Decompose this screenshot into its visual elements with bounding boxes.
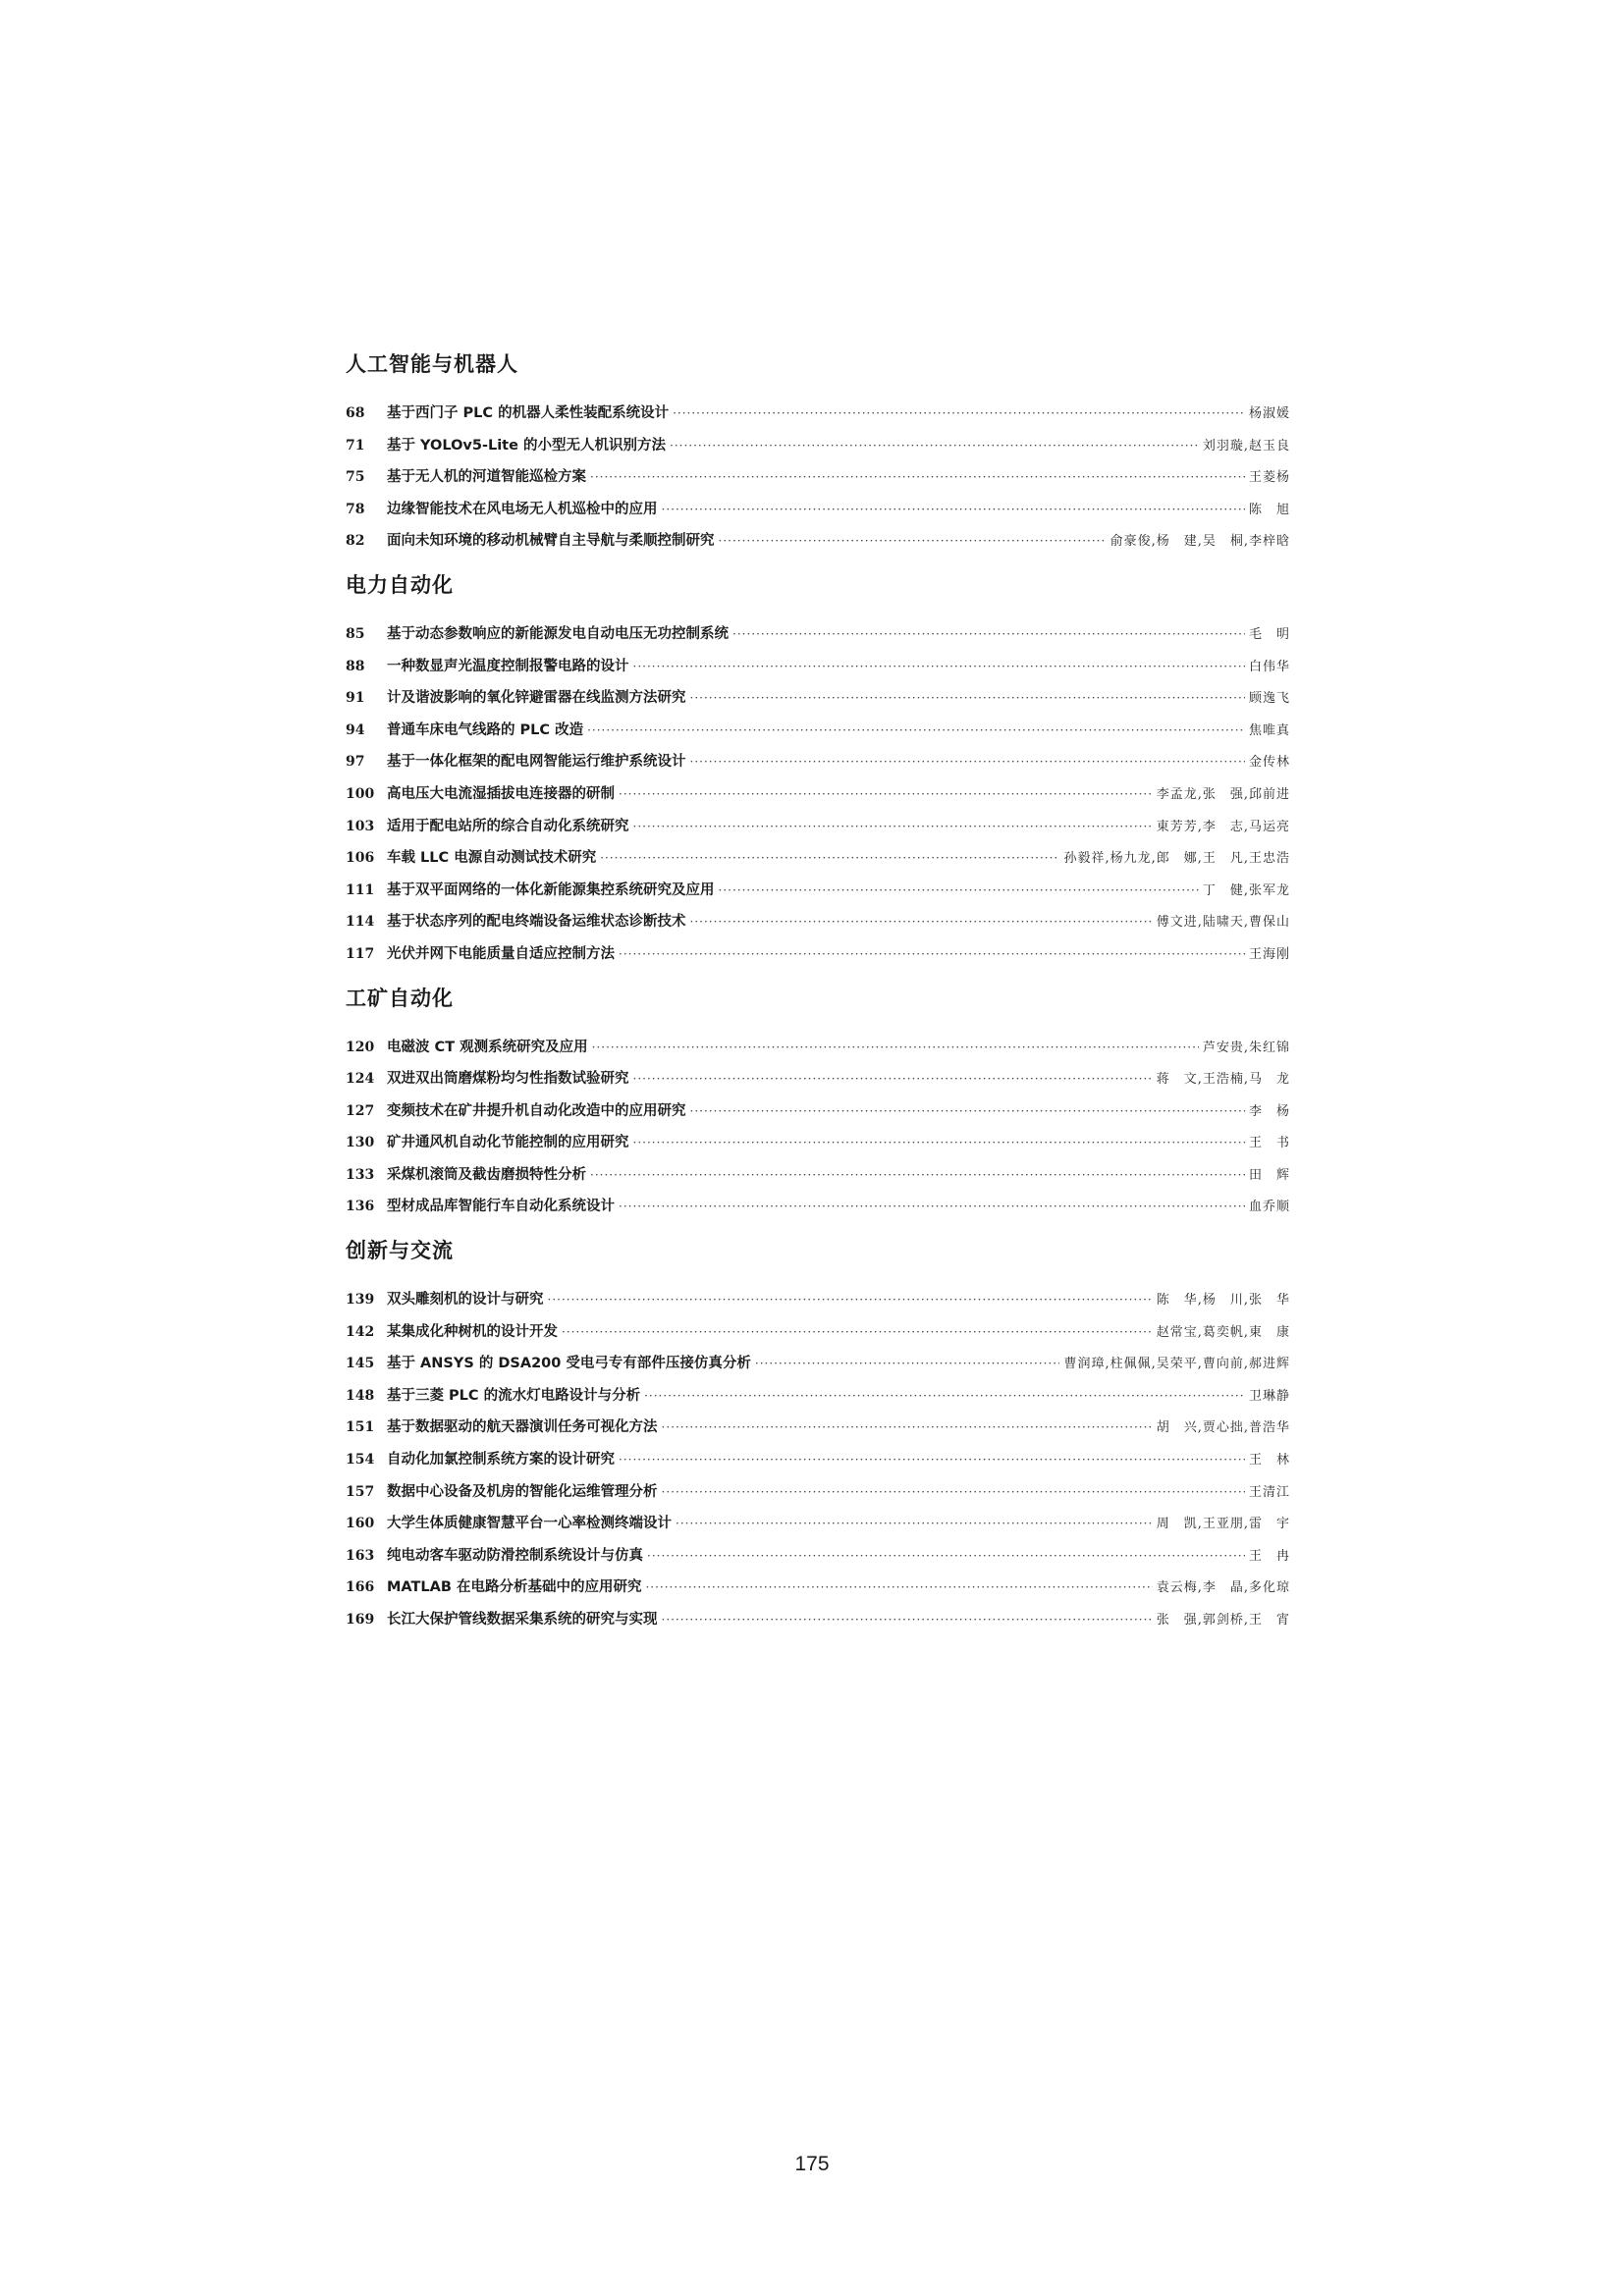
- entry-authors: 顾逸飞: [1248, 691, 1290, 707]
- toc-entry[interactable]: [346, 1127, 1290, 1159]
- dot-leader: [592, 1032, 1199, 1064]
- dot-leader: [645, 1572, 1152, 1604]
- entry-authors: 芦安贵,朱红锦: [1202, 1040, 1290, 1055]
- entry-title: 边缘智能技术在风电场无人机巡检中的应用: [387, 501, 658, 517]
- entry-title: 某集成化种树机的设计开发: [387, 1323, 558, 1340]
- dot-leader: [662, 1412, 1153, 1444]
- entry-title: 基于西门子 PLC 的机器人柔性装配系统设计: [387, 405, 670, 421]
- entry-authors: 李 杨: [1248, 1103, 1290, 1119]
- entry-title: 高电压大电流湿插拔电连接器的研制: [387, 785, 615, 802]
- entry-title: 基于数据驱动的航天器演训任务可视化方法: [387, 1419, 658, 1436]
- dot-leader: [690, 1095, 1245, 1128]
- entry-authors: 東芳芳,李 志,马运亮: [1156, 819, 1290, 834]
- entry-page-number: 88: [346, 658, 365, 674]
- entry-authors: 王清江: [1248, 1484, 1290, 1500]
- entry-page-number: 163: [346, 1547, 375, 1564]
- entry-page-number: 75: [346, 469, 365, 486]
- table-of-contents: [346, 347, 1290, 1636]
- entry-page-number: 160: [346, 1516, 375, 1532]
- entry-page-number: 142: [346, 1323, 375, 1340]
- entry-page-number: 148: [346, 1387, 375, 1404]
- entry-authors: 陈 旭: [1248, 502, 1290, 517]
- entry-page-number: 85: [346, 625, 365, 642]
- entry-authors: 陈 华,杨 川,张 华: [1156, 1293, 1290, 1308]
- dot-leader: [690, 746, 1245, 778]
- toc-entry[interactable]: [346, 618, 1290, 651]
- entry-authors: 孙毅祥,杨九龙,郎 娜,王 凡,王忠浩: [1063, 851, 1290, 867]
- toc-entry[interactable]: [346, 1063, 1290, 1095]
- toc-entry[interactable]: [346, 1540, 1290, 1573]
- dot-leader: [673, 398, 1245, 430]
- dot-leader: [662, 494, 1245, 526]
- section-title: 创新与交流: [346, 1239, 454, 1263]
- dot-leader: [587, 715, 1245, 747]
- entry-page-number: 78: [346, 501, 365, 517]
- toc-entry[interactable]: [346, 430, 1290, 462]
- entry-page-number: 97: [346, 754, 365, 771]
- section-title: 电力自动化: [346, 572, 454, 597]
- dot-leader: [633, 1127, 1245, 1159]
- dot-leader: [590, 461, 1245, 494]
- entry-title: 车载 LLC 电源自动测试技术研究: [387, 850, 597, 867]
- entry-page-number: 117: [346, 945, 375, 962]
- dot-leader: [633, 811, 1153, 843]
- entry-authors: 袁云梅,李 晶,多化琼: [1156, 1580, 1290, 1596]
- entry-title: 基于一体化框架的配电网智能运行维护系统设计: [387, 754, 686, 771]
- entry-authors: 毛 明: [1248, 626, 1290, 642]
- toc-entry[interactable]: [346, 1572, 1290, 1604]
- entry-page-number: 154: [346, 1452, 375, 1468]
- entry-page-number: 157: [346, 1483, 375, 1500]
- entry-authors: 周 凯,王亚朋,雷 宇: [1156, 1517, 1290, 1532]
- entry-authors: 王海刚: [1248, 946, 1290, 962]
- entry-title: 基于双平面网络的一体化新能源集控系统研究及应用: [387, 881, 715, 898]
- toc-entry[interactable]: [346, 1476, 1290, 1509]
- entry-authors: 俞豪俊,杨 建,吴 桐,李梓晗: [1110, 534, 1290, 550]
- entry-title: 型材成品库智能行车自动化系统设计: [387, 1199, 615, 1215]
- toc-section: [346, 1233, 1290, 1636]
- entry-title: 自动化加氯控制系统方案的设计研究: [387, 1452, 615, 1468]
- toc-entry[interactable]: [346, 398, 1290, 430]
- dot-leader: [548, 1284, 1153, 1316]
- entry-authors: 丁 健,张军龙: [1202, 882, 1290, 898]
- entry-title: 电磁波 CT 观测系统研究及应用: [387, 1039, 588, 1055]
- entry-title: 计及谐波影响的氧化锌避雷器在线监测方法研究: [387, 690, 686, 707]
- entry-page-number: 133: [346, 1166, 375, 1183]
- entry-page-number: 100: [346, 785, 375, 802]
- entry-title: 基于 YOLOv5-Lite 的小型无人机识别方法: [387, 437, 666, 454]
- toc-section: [346, 981, 1290, 1224]
- entry-title: 变频技术在矿井提升机自动化改造中的应用研究: [387, 1102, 686, 1119]
- toc-entry[interactable]: [346, 651, 1290, 683]
- entry-title: 面向未知环境的移动机械臂自主导航与柔顺控制研究: [387, 533, 715, 550]
- entry-page-number: 71: [346, 437, 365, 454]
- entry-authors: 王 冉: [1248, 1548, 1290, 1564]
- entry-title: 采煤机滚筒及截齿磨损特性分析: [387, 1166, 586, 1183]
- entry-page-number: 103: [346, 818, 375, 834]
- entry-title: 长江大保护管线数据采集系统的研究与实现: [387, 1612, 658, 1628]
- dot-leader: [732, 618, 1245, 651]
- page-number: 175: [794, 2153, 830, 2175]
- entry-authors: 血乔顺: [1248, 1200, 1290, 1215]
- toc-entry[interactable]: [346, 1316, 1290, 1349]
- entry-page-number: 114: [346, 914, 375, 931]
- entry-authors: 张 强,郭剑桥,王 宵: [1156, 1613, 1290, 1628]
- entry-authors: 金传林: [1248, 755, 1290, 771]
- entry-title: 纯电动客车驱动防滑控制系统设计与仿真: [387, 1547, 643, 1564]
- toc-entry[interactable]: [346, 938, 1290, 971]
- entry-title: 一种数显声光温度控制报警电路的设计: [387, 658, 629, 674]
- entry-page-number: 169: [346, 1612, 375, 1628]
- entry-title: 双头雕刻机的设计与研究: [387, 1292, 544, 1308]
- section-title: 人工智能与机器人: [346, 352, 518, 376]
- dot-leader: [662, 1604, 1153, 1636]
- entry-page-number: 82: [346, 533, 365, 550]
- entry-authors: 李孟龙,张 强,邱前进: [1156, 786, 1290, 802]
- toc-entry[interactable]: [346, 778, 1290, 811]
- entry-authors: 刘羽璇,赵玉良: [1202, 438, 1290, 454]
- entry-authors: 蒋 文,王浩楠,马 龙: [1156, 1072, 1290, 1088]
- entry-page-number: 151: [346, 1419, 375, 1436]
- entry-authors: 田 辉: [1248, 1167, 1290, 1183]
- toc-section: [346, 567, 1290, 971]
- dot-leader: [562, 1316, 1153, 1349]
- dot-leader: [719, 525, 1107, 558]
- entry-authors: 杨淑媛: [1248, 406, 1290, 421]
- entry-page-number: 68: [346, 405, 365, 421]
- entry-authors: 胡 兴,贾心拙,普浩华: [1156, 1420, 1290, 1436]
- toc-entry[interactable]: [346, 906, 1290, 938]
- dot-leader: [590, 1159, 1245, 1192]
- dot-leader: [619, 938, 1245, 971]
- entry-title: 普通车床电气线路的 PLC 改造: [387, 721, 584, 738]
- entry-title: 基于状态序列的配电终端设备运维状态诊断技术: [387, 914, 686, 931]
- toc-entry[interactable]: [346, 1032, 1290, 1064]
- entry-title: MATLAB 在电路分析基础中的应用研究: [387, 1579, 642, 1596]
- entry-page-number: 130: [346, 1135, 375, 1151]
- toc-entry[interactable]: [346, 1508, 1290, 1540]
- toc-entry[interactable]: [346, 1284, 1290, 1316]
- dot-leader: [633, 1063, 1153, 1095]
- entry-page-number: 145: [346, 1356, 375, 1372]
- entry-title: 基于三菱 PLC 的流水灯电路设计与分析: [387, 1387, 641, 1404]
- toc-entry[interactable]: [346, 1412, 1290, 1444]
- entry-title: 基于无人机的河道智能巡检方案: [387, 469, 586, 486]
- toc-entry[interactable]: [346, 1191, 1290, 1223]
- dot-leader: [619, 1191, 1245, 1223]
- entry-page-number: 120: [346, 1039, 375, 1055]
- entry-authors: 曹润璋,柱佩佩,吴荣平,曹向前,郝进辉: [1063, 1357, 1290, 1372]
- entry-authors: 白伟华: [1248, 659, 1290, 674]
- entry-title: 矿井通风机自动化节能控制的应用研究: [387, 1135, 629, 1151]
- entry-page-number: 136: [346, 1199, 375, 1215]
- entry-title: 数据中心设备及机房的智能化运维管理分析: [387, 1483, 658, 1500]
- section-title: 工矿自动化: [346, 986, 454, 1010]
- toc-entry[interactable]: [346, 1444, 1290, 1476]
- entry-title: 大学生体质健康智慧平台一心率检测终端设计: [387, 1516, 672, 1532]
- entry-title: 光伏并网下电能质量自适应控制方法: [387, 945, 615, 962]
- entry-page-number: 127: [346, 1102, 375, 1119]
- entry-page-number: 91: [346, 690, 365, 707]
- entry-title: 基于动态参数响应的新能源发电自动电压无功控制系统: [387, 625, 729, 642]
- toc-entry[interactable]: [346, 746, 1290, 778]
- entry-authors: 卫琳静: [1248, 1388, 1290, 1404]
- toc-entry[interactable]: [346, 525, 1290, 558]
- entry-authors: 王菱杨: [1248, 470, 1290, 486]
- toc-entry[interactable]: [346, 842, 1290, 875]
- toc-section: [346, 347, 1290, 558]
- dot-leader: [719, 875, 1199, 907]
- dot-leader: [690, 682, 1245, 715]
- entry-page-number: 106: [346, 850, 375, 867]
- entry-page-number: 139: [346, 1292, 375, 1308]
- toc-entry[interactable]: [346, 494, 1290, 526]
- entry-page-number: 94: [346, 721, 365, 738]
- toc-entry[interactable]: [346, 811, 1290, 843]
- dot-leader: [633, 651, 1245, 683]
- entry-page-number: 111: [346, 881, 375, 898]
- entry-authors: 傅文进,陆啸天,曹保山: [1156, 915, 1290, 931]
- dot-leader: [662, 1476, 1245, 1509]
- entry-title: 适用于配电站所的综合自动化系统研究: [387, 818, 629, 834]
- toc-entry[interactable]: [346, 1159, 1290, 1192]
- entry-title: 双进双出筒磨煤粉均匀性指数试验研究: [387, 1071, 629, 1088]
- toc-entry[interactable]: [346, 1604, 1290, 1636]
- entry-page-number: 124: [346, 1071, 375, 1088]
- toc-entry[interactable]: [346, 875, 1290, 907]
- toc-entry[interactable]: [346, 1380, 1290, 1413]
- toc-entry[interactable]: [346, 1095, 1290, 1128]
- dot-leader: [619, 778, 1153, 811]
- toc-entry[interactable]: [346, 1348, 1290, 1380]
- dot-leader: [690, 906, 1153, 938]
- entry-page-number: 166: [346, 1579, 375, 1596]
- dot-leader: [647, 1540, 1245, 1573]
- dot-leader: [619, 1444, 1245, 1476]
- dot-leader: [670, 430, 1199, 462]
- toc-entry[interactable]: [346, 715, 1290, 747]
- dot-leader: [755, 1348, 1060, 1380]
- dot-leader: [644, 1380, 1245, 1413]
- entry-authors: 王 书: [1248, 1136, 1290, 1151]
- toc-entry[interactable]: [346, 682, 1290, 715]
- dot-leader: [676, 1508, 1153, 1540]
- entry-authors: 王 林: [1248, 1453, 1290, 1468]
- toc-entry[interactable]: [346, 461, 1290, 494]
- dot-leader: [600, 842, 1059, 875]
- entry-authors: 焦唯真: [1248, 722, 1290, 738]
- entry-title: 基于 ANSYS 的 DSA200 受电弓专有部件压接仿真分析: [387, 1356, 751, 1372]
- entry-authors: 赵常宝,葛奕帆,東 康: [1156, 1324, 1290, 1340]
